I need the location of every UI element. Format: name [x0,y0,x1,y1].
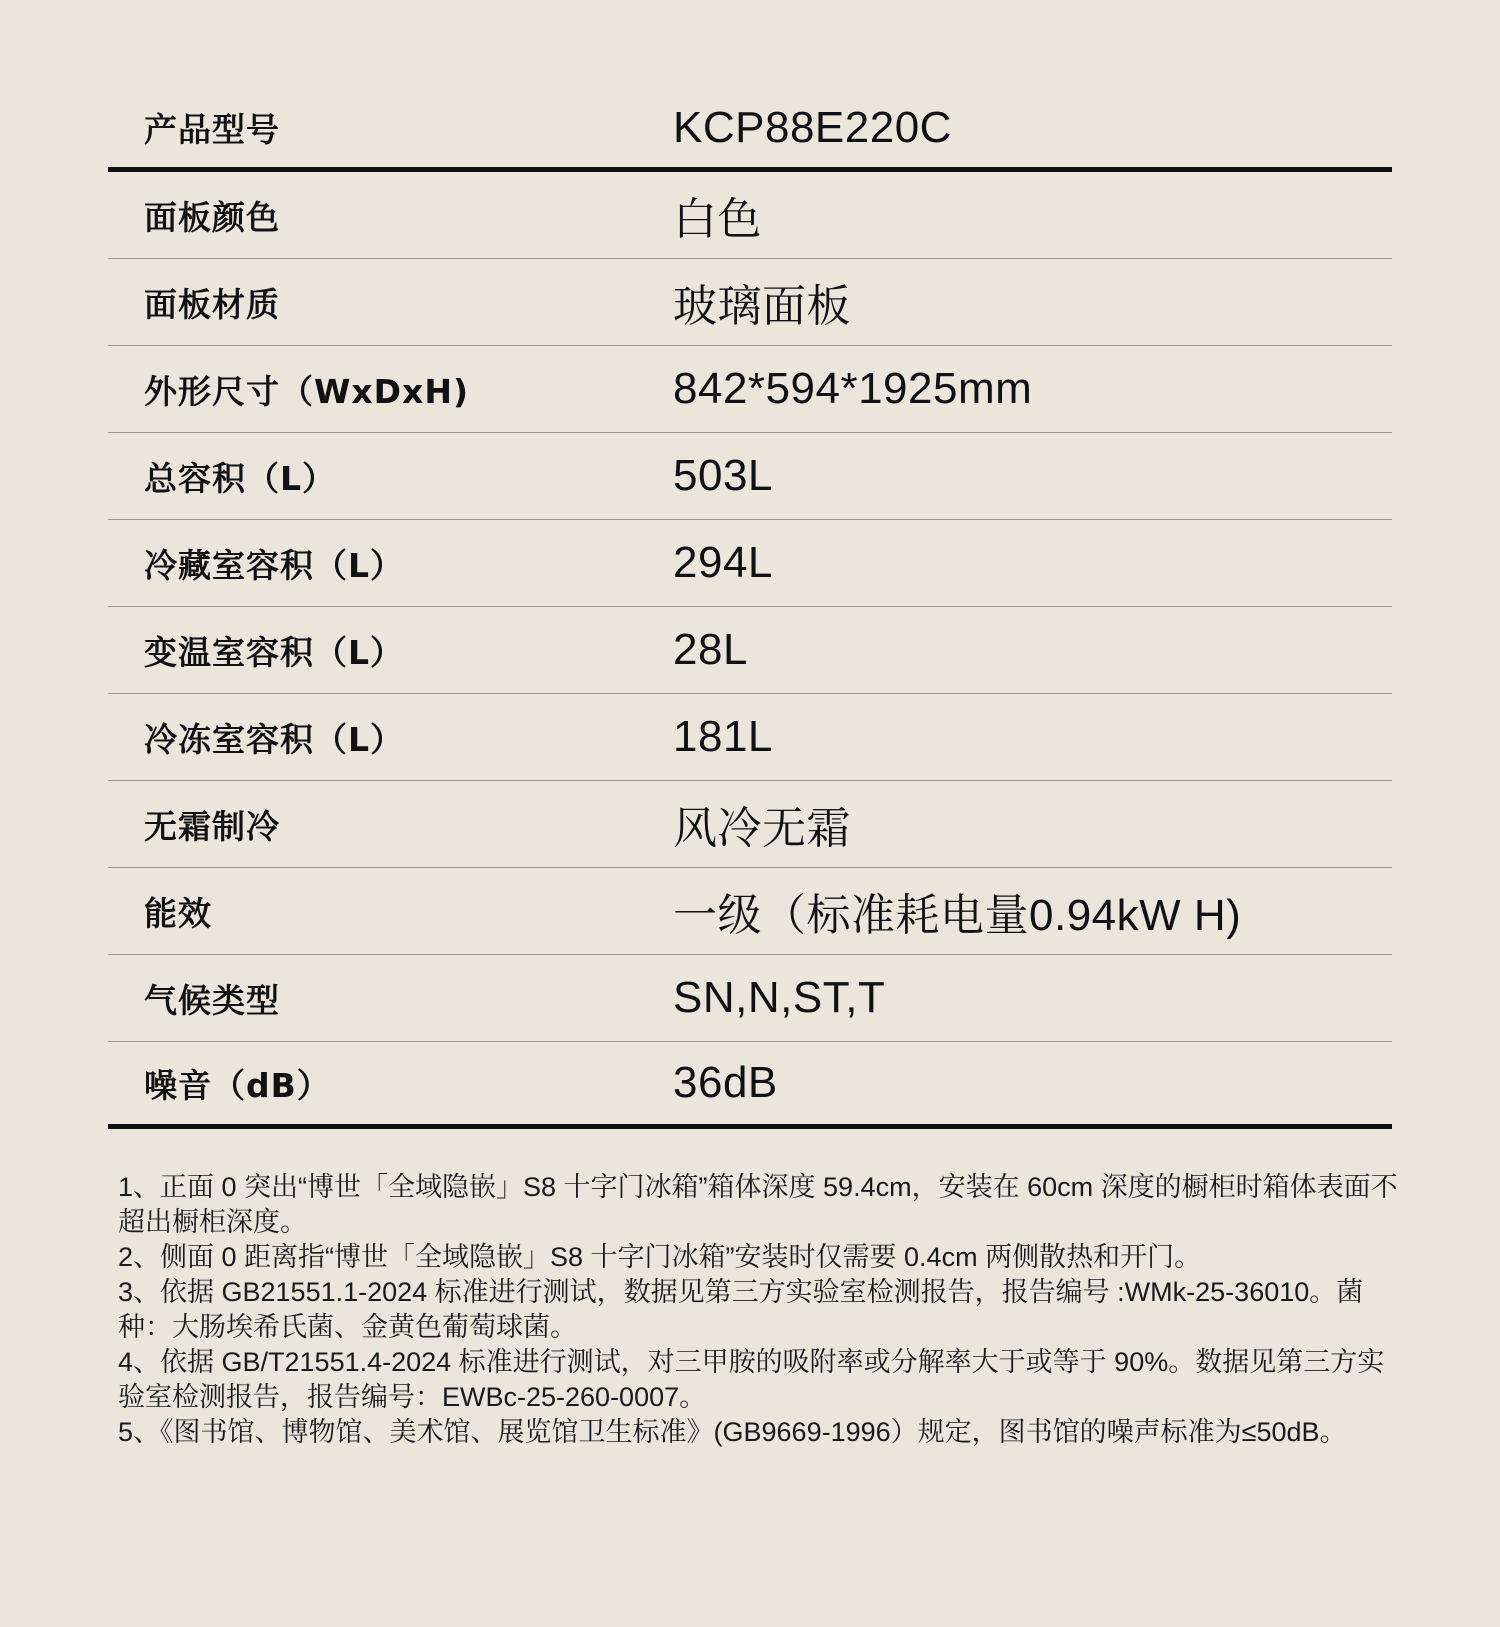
spec-label: 无霜制冷 [144,806,280,846]
spec-row-climate-type [108,955,1392,1042]
footnote: 4、依据 GB/T21551.4-2024 标准进行测试，对三甲胺的吸附率或分解率大于或等于 90%。数据见第三方实验室检测报告，报告编号：EWBc-25-260-0007。 [118,1347,1385,1412]
spec-row-panel-color [108,172,1392,259]
footnotes [118,1170,1398,1450]
spec-row-noise [108,1042,1392,1129]
spec-label: 产品型号 [144,110,280,149]
footnote: 1、正面 0 突出“博世「全域隐嵌」S8 十字门冰箱”箱体深度 59.4cm，安装在 60cm 深度的橱柜时箱体表面不超出橱柜深度。 [118,1172,1398,1237]
spec-value: 白色 [673,195,762,244]
spec-label: 总容积（L） [144,458,337,498]
spec-label: 面板颜色 [144,197,280,237]
spec-row-dimensions [108,346,1392,433]
spec-label: 冷藏室容积（L） [144,545,405,585]
spec-row-freezer-volume [108,694,1392,781]
spec-label: 气候类型 [144,980,280,1020]
spec-value: 294L [673,538,773,587]
spec-row-energy-efficiency [108,868,1392,955]
spec-label: 变温室容积（L） [144,632,405,672]
spec-value: 842*594*1925mm [673,364,1033,413]
spec-row-frost-free [108,781,1392,868]
spec-label: 噪音（dB） [144,1065,331,1105]
spec-label: 冷冻室容积（L） [144,719,405,759]
footnote: 3、依据 GB21551.1-2024 标准进行测试，数据见第三方实验室检测报告，报告编号 :WMk-25-36010。菌种：大肠埃希氏菌、金黄色葡萄球菌。 [118,1277,1364,1342]
footnote: 2、侧面 0 距离指“博世「全域隐嵌」S8 十字门冰箱”安装时仅需要 0.4cm 两侧散热和开门。 [118,1242,1202,1272]
spec-row-total-volume [108,433,1392,520]
spec-label: 能效 [144,893,212,933]
spec-value: 风冷无霜 [673,804,851,853]
spec-value: KCP88E220C [673,102,952,152]
spec-value: 玻璃面板 [673,282,851,331]
spec-value: 36dB [673,1058,778,1107]
spec-row-panel-material [108,259,1392,346]
footnote: 5、《图书馆、博物馆、美术馆、展览馆卫生标准》(GB9669-1996）规定，图书馆的噪声标准为≤50dB。 [118,1417,1347,1447]
spec-value: 28L [673,625,748,674]
spec-table [108,88,1392,1129]
spec-row-fridge-volume [108,520,1392,607]
spec-value: 一级（标准耗电量0.94kW H) [673,891,1242,940]
spec-label: 外形尺寸（WxDxH) [144,371,470,411]
spec-row-model [108,88,1392,172]
spec-value: 181L [673,712,773,761]
spec-label: 面板材质 [144,284,280,324]
spec-value: 503L [673,451,773,500]
spec-value: SN,N,ST,T [673,973,886,1022]
spec-row-flex-volume [108,607,1392,694]
